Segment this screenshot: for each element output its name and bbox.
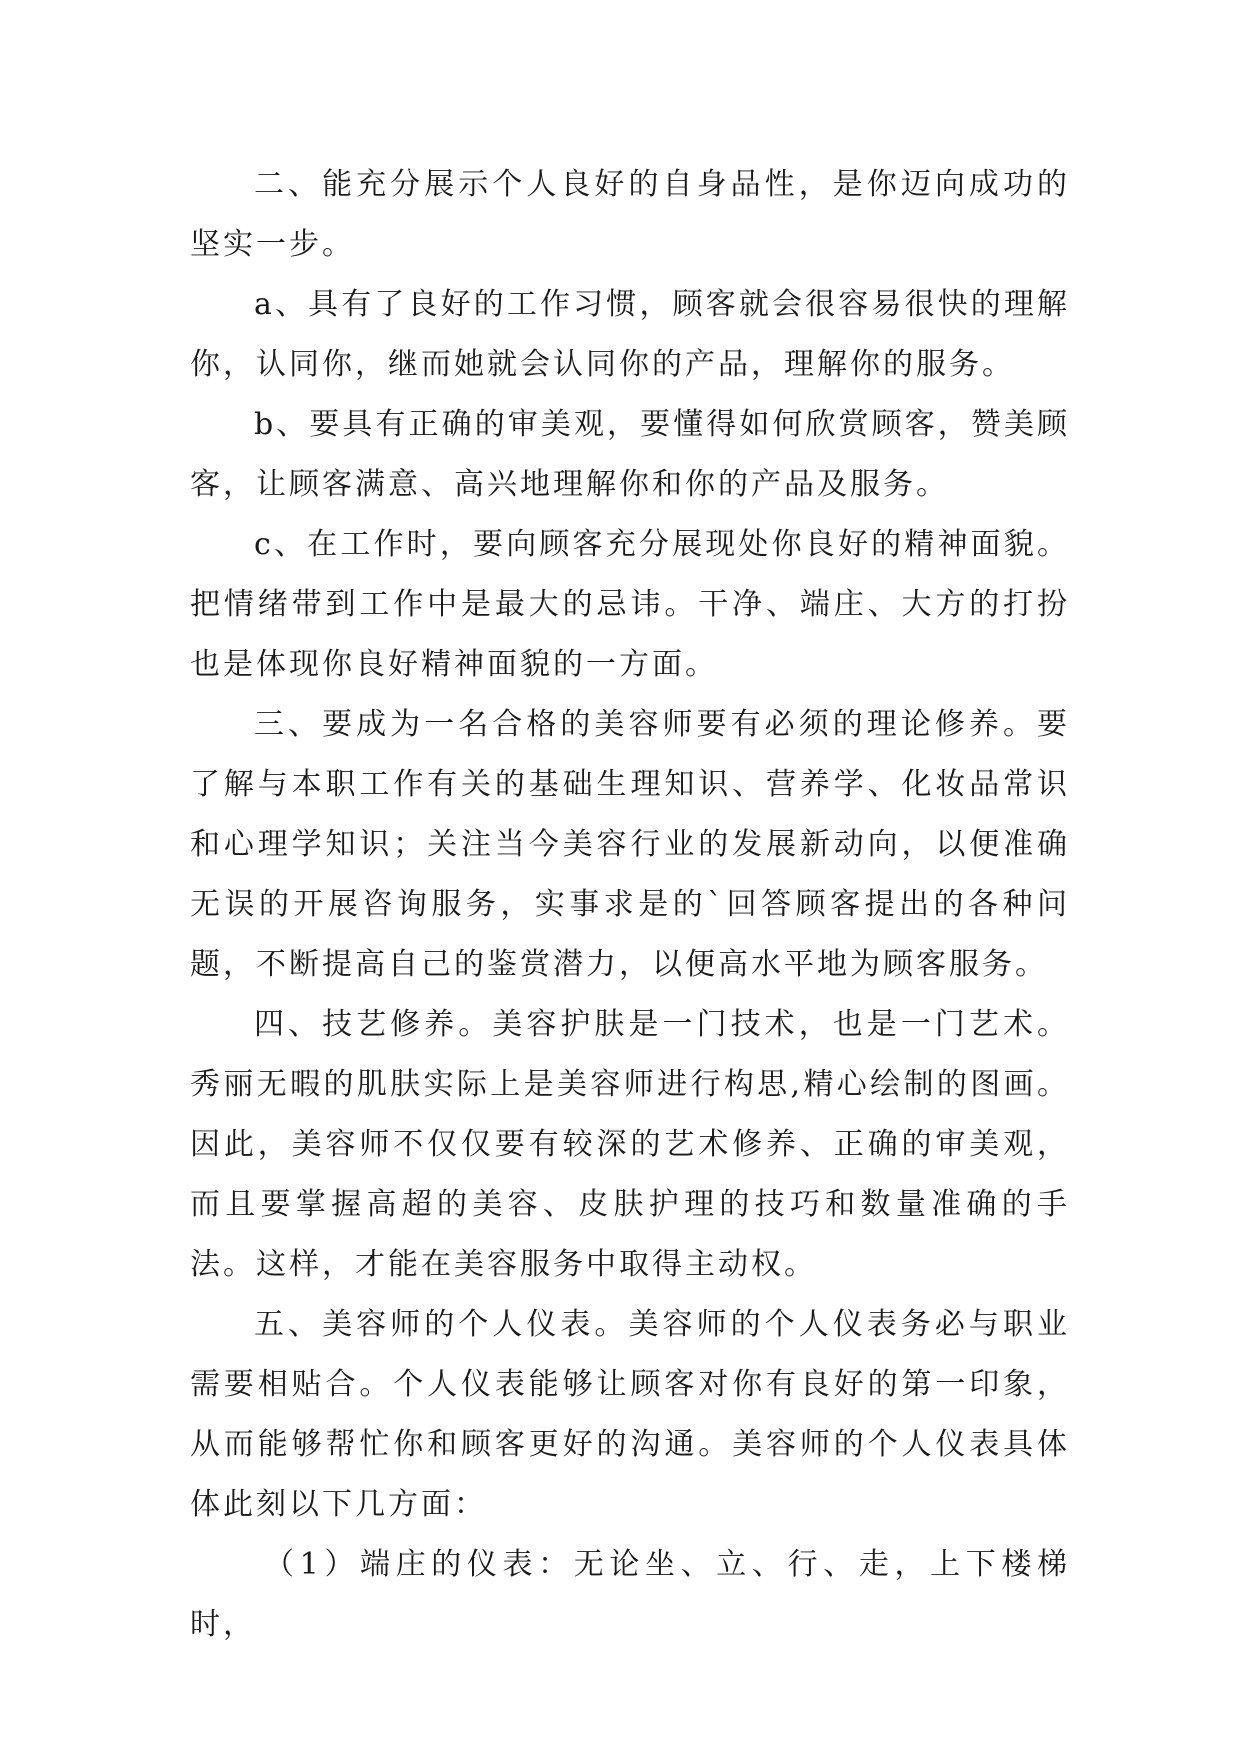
paragraph-section-3: 三、要成为一名合格的美容师要有必须的理论修养。要了解与本职工作有关的基础生理知识、营养学、化妆品常识和心理学知识；关注当今美容行业的发展新动向，以便准确无误的开展咨询服务，实事求是的`回答顾客提出的各种问题，不断提高自己的鉴赏潜力，以便高水平地为顾客服务。 [190, 707, 1070, 982]
paragraph-item-b: b、要具有正确的审美观，要懂得如何欣赏顾客，赞美顾客，让顾客满意、高兴地理解你和你的产品及服务。 [190, 407, 1070, 502]
paragraph-item-a: a、具有了良好的工作习惯，顾客就会很容易很快的理解你，认同你，继而她就会认同你的产品，理解你的服务。 [190, 287, 1070, 382]
paragraph-item-1: （1）端庄的仪表：无论坐、立、行、走，上下楼梯时， [190, 1547, 1070, 1642]
paragraph-section-2: 二、能充分展示个人良好的自身品性，是你迈向成功的坚实一步。 [190, 167, 1070, 262]
paragraph-section-5: 五、美容师的个人仪表。美容师的个人仪表务必与职业需要相贴合。个人仪表能够让顾客对你有良好的第一印象，从而能够帮忙你和顾客更好的沟通。美容师的个人仪表具体体此刻以下几方面： [190, 1307, 1070, 1522]
paragraph-section-4: 四、技艺修养。美容护肤是一门技术，也是一门艺术。秀丽无暇的肌肤实际上是美容师进行构思,精心绘制的图画。因此，美容师不仅仅要有较深的艺术修养、正确的审美观，而且要掌握高超的美容、皮肤护理的技巧和数量准确的手法。这样，才能在美容服务中取得主动权。 [190, 1007, 1070, 1282]
paragraph-item-c: c、在工作时，要向顾客充分展现处你良好的精神面貌。把情绪带到工作中是最大的忌讳。干净、端庄、大方的打扮也是体现你良好精神面貌的一方面。 [190, 527, 1070, 682]
document-body [190, 155, 1070, 1655]
